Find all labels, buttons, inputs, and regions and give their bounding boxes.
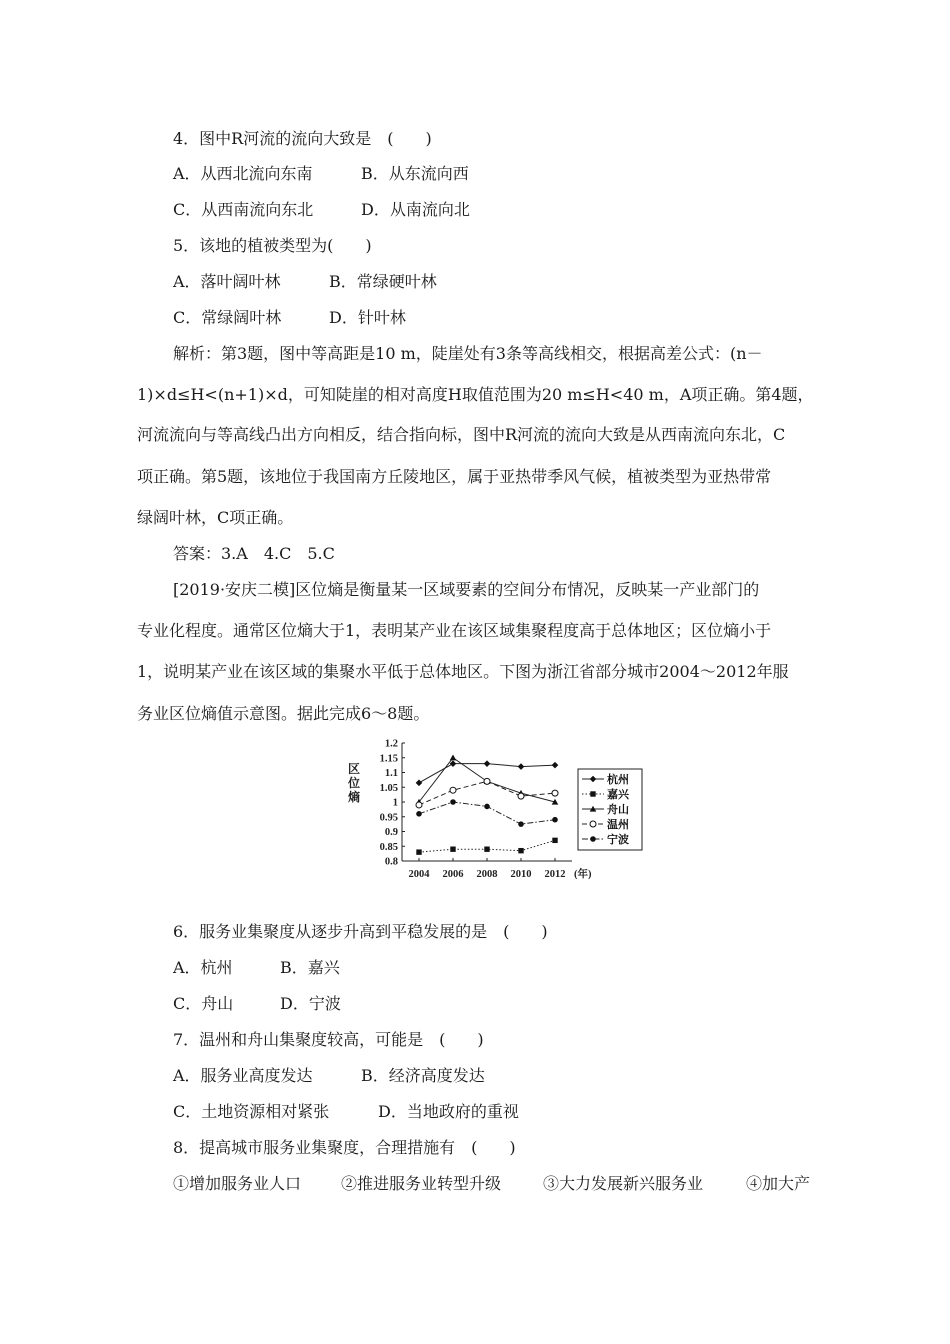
legend-label: 舟山 — [607, 804, 629, 816]
intro-line: [2019·安庆二模]区位熵是衡量某一区域要素的空间分布情况，反映某一产业部门的 — [173, 580, 760, 599]
legend-marker — [590, 836, 596, 842]
q5-option-a: A．落叶阔叶林 — [173, 272, 281, 291]
y-tick-label: 1.1 — [384, 768, 398, 779]
analysis-line: 1)×d≤H<(n+1)×d，可知陡崖的相对高度H取值范围为20 m≤H<40 m，A项正确。第4题， — [137, 385, 814, 404]
intro-line: 专业化程度。通常区位熵大于1，表明某产业在该区域集聚程度高于总体地区；区位熵小于 — [137, 621, 772, 640]
q4-option-c: C．从西南流向东北 — [173, 200, 314, 219]
data-point — [552, 762, 559, 769]
legend-label: 宁波 — [607, 834, 629, 846]
q5-option-b: B．常绿硬叶林 — [329, 272, 437, 291]
q4-option-d: D．从南流向北 — [361, 200, 470, 219]
q7-option-d: D．当地政府的重视 — [378, 1102, 519, 1121]
data-point — [416, 802, 422, 808]
data-point — [484, 847, 489, 852]
y-tick-label: 0.8 — [384, 856, 398, 868]
y-axis-label-char: 熵 — [347, 790, 361, 804]
analysis-line: 解析：第3题，图中等高距是10 m，陡崖处有3条等高线相交，根据高差公式：(n－ — [173, 344, 763, 363]
data-point — [450, 847, 455, 852]
data-point — [518, 793, 524, 799]
legend-label: 温州 — [607, 819, 629, 831]
legend-label: 杭州 — [607, 774, 629, 786]
legend-marker — [590, 791, 595, 796]
y-tick-label: 1.15 — [379, 753, 398, 765]
y-tick-label: 0.9 — [384, 827, 398, 838]
x-tick-label: 2010 — [510, 869, 532, 880]
data-point — [416, 780, 423, 787]
q7-option-b: B．经济高度发达 — [361, 1066, 485, 1085]
analysis-line: 河流流向与等高线凸出方向相反，结合指向标，图中R河流的流向大致是从西南流向东北，C — [137, 425, 786, 444]
data-point — [416, 811, 422, 817]
legend-marker — [590, 821, 596, 827]
x-tick-label: 2012 — [544, 869, 566, 880]
q8-option-3: ③大力发展新兴服务业 — [543, 1174, 704, 1193]
q6-option-d: D．宁波 — [280, 994, 341, 1013]
data-point — [552, 817, 558, 823]
answer-line: 答案：3.A 4.C 5.C — [173, 544, 335, 563]
x-tick-label: 2008 — [476, 869, 498, 880]
data-point — [450, 799, 456, 805]
y-tick-label: 1.05 — [379, 782, 398, 794]
q8-stem: 8．提高城市服务业集聚度，合理措施有 ( ) — [173, 1138, 516, 1157]
data-point — [416, 849, 421, 854]
analysis-line: 项正确。第5题，该地位于我国南方丘陵地区，属于亚热带季风气候，植被类型为亚热带常 — [137, 467, 772, 486]
y-axis-label-char: 区 — [347, 762, 361, 776]
location-quotient-chart — [340, 735, 629, 883]
x-tick-label: 2006 — [442, 869, 464, 880]
data-point — [484, 804, 490, 810]
q8-option-4: ④加大产 — [746, 1174, 811, 1193]
data-point — [518, 763, 525, 770]
q5-stem: 5．该地的植被类型为( ) — [173, 236, 372, 255]
q7-option-a: A．服务业高度发达 — [173, 1066, 313, 1085]
q4-option-b: B．从东流向西 — [361, 164, 469, 183]
q6-option-b: B．嘉兴 — [280, 958, 340, 977]
intro-line: 务业区位熵值示意图。据此完成6～8题。 — [137, 704, 430, 723]
data-point — [552, 790, 558, 796]
intro-line: 1，说明某产业在该区域的集聚水平低于总体地区。下图为浙江省部分城市2004～2012年服 — [137, 662, 789, 681]
q8-option-1: ①增加服务业人口 — [173, 1174, 302, 1193]
q4-option-a: A．从西北流向东南 — [173, 164, 313, 183]
y-tick-label: 1 — [392, 797, 398, 809]
series-line — [419, 781, 555, 805]
data-point — [484, 778, 490, 784]
y-tick-label: 1.2 — [384, 738, 398, 750]
q5-option-d: D．针叶林 — [329, 308, 406, 327]
analysis-line: 绿阔叶林，C项正确。 — [137, 508, 294, 527]
data-point — [518, 848, 523, 853]
legend-label: 嘉兴 — [607, 789, 629, 801]
data-point — [484, 760, 491, 767]
data-point — [450, 787, 456, 793]
data-point — [518, 821, 524, 827]
x-tick-label: 2004 — [408, 869, 430, 880]
q8-option-2: ②推进服务业转型升级 — [341, 1174, 502, 1193]
y-tick-label: 0.85 — [379, 841, 398, 853]
q4-stem: 4．图中R河流的流向大致是 ( ) — [173, 129, 432, 148]
q7-stem: 7．温州和舟山集聚度较高，可能是 ( ) — [173, 1030, 484, 1049]
q5-option-c: C．常绿阔叶林 — [173, 308, 282, 327]
q6-option-a: A．杭州 — [173, 958, 233, 977]
q6-option-c: C．舟山 — [173, 994, 234, 1013]
q7-option-c: C．土地资源相对紧张 — [173, 1102, 330, 1121]
data-point — [552, 838, 557, 843]
chart-svg — [340, 735, 629, 883]
q6-stem: 6．服务业集聚度从逐步升高到平稳发展的是 ( ) — [173, 922, 548, 941]
y-tick-label: 0.95 — [379, 812, 398, 824]
data-point — [450, 754, 457, 760]
x-axis-label: (年) — [574, 869, 592, 880]
y-axis-label-char: 位 — [347, 776, 361, 790]
